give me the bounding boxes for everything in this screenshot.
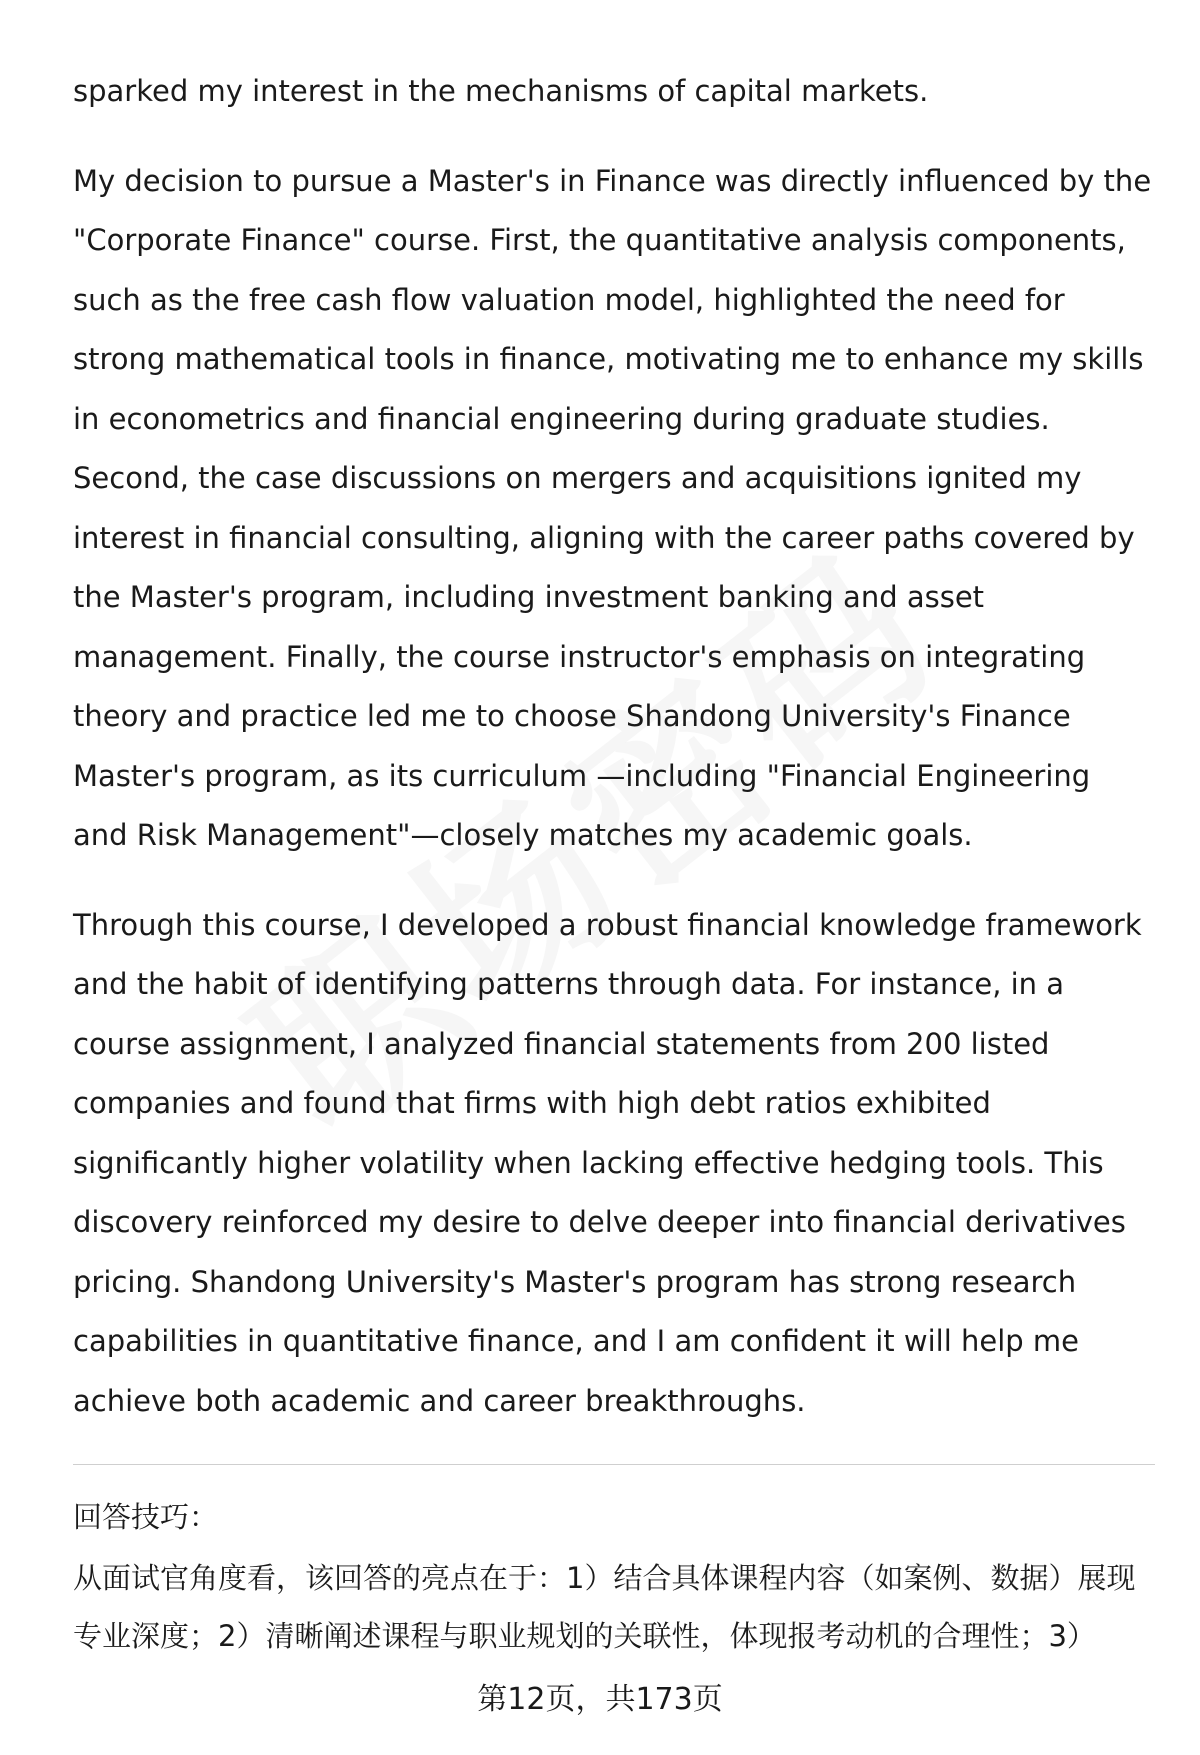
paragraph: Through this course, I developed a robust financial knowledge framework and the habit of identifying patterns through data. For instance, in a course assignment, I analyzed financial statements from 200 listed companies and found that firms with high debt ratios exhibited significantly higher volatility when lacking effective hedging tools. This discovery reinforced my desire to delve deeper into financial derivatives pricing. Shandong University's Master's program has strong research capabilities in quantitative finance, and I am confident it will help me achieve both academic and career breakthroughs. <box>73 907 1142 1418</box>
tips-heading: 回答技巧： <box>73 1500 219 1534</box>
answer-body <box>73 62 1153 1431</box>
section-divider <box>73 1464 1155 1465</box>
page-number: 第12页，共173页 <box>477 1682 723 1717</box>
tips-text: 从面试官角度看，该回答的亮点在于：1）结合具体课程内容（如案例、数据）展现专业深度；2）清晰阐述课程与职业规划的关联性，体现报考动机的合理性；3） <box>73 1561 1136 1653</box>
answer-tips-section <box>73 1497 1153 1665</box>
paragraph: My decision to pursue a Master's in Finance was directly influenced by the "Corporate Finance" course. First, the quantitative analysis components, such as the free cash flow valuation model, highlighted the need for strong mathematical tools in finance, motivating me to enhance my skills in econometrics and financial engineering during graduate studies. Second, the case discussions on mergers and acquisitions ignited my interest in financial consulting, aligning with the career paths covered by the Master's program, including investment banking and asset management. Finally, the course instructor's emphasis on integrating theory and practice led me to choose Shandong University's Finance Master's program, as its curriculum —including "Financial Engineering and Risk Management"—closely matches my academic goals. <box>73 163 1152 852</box>
paragraph: sparked my interest in the mechanisms of capital markets. <box>73 74 929 108</box>
